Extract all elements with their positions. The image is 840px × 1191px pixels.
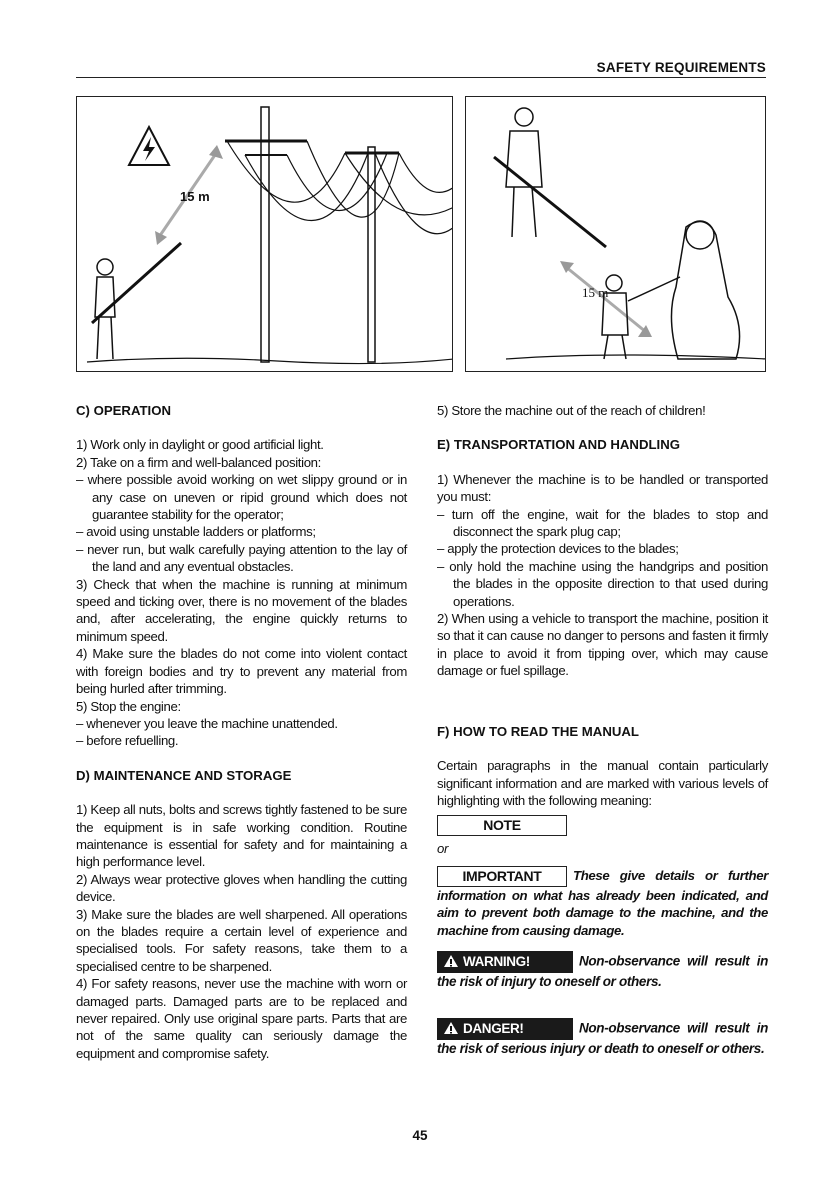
list-item: 3) Check that when the machine is running at minimum speed and ticking over, there is no movement of the blades and, after accelerating, the engine quickly returns to minimum speed. [76, 576, 407, 644]
section-f-heading: F) HOW TO READ THE MANUAL [437, 723, 639, 739]
list-item: – never run, but walk carefully paying attention to the lay of the land and any eventual obstacles. [76, 541, 407, 575]
section-c-heading: C) OPERATION [76, 403, 171, 418]
important-label-box: IMPORTANT [437, 866, 567, 887]
section-e-heading: E) TRANSPORTATION AND HANDLING [437, 437, 680, 453]
danger-label: DANGER! [463, 1021, 524, 1037]
power-lines-drawing [77, 97, 453, 372]
list-item: 2) When using a vehicle to transport the machine, position it so that it can cause no danger to persons and fasten it firmly in place to avoid it from tipping over, which may cause damage or fuel spillage. [437, 611, 768, 679]
list-item: 2) Always wear protective gloves when handling the cutting device. [76, 871, 407, 905]
list-item: 2) Take on a firm and well-balanced position: [76, 454, 321, 470]
list-item: – only hold the machine using the handgrips and position the blades in the opposite direction to that used during operations. [437, 558, 768, 609]
note-label-box: NOTE [437, 815, 567, 836]
bystanders-drawing [466, 97, 766, 372]
bystanders-illustration [465, 96, 766, 372]
page-header [76, 58, 766, 78]
distance-label-left: 15 m [180, 189, 210, 204]
list-item: 5) Stop the engine: [76, 698, 181, 714]
list-item: – before refuelling. [76, 733, 179, 749]
power-lines-illustration [76, 96, 453, 372]
list-item: 4) For safety reasons, never use the machine with worn or damaged parts. Damaged parts are to be replaced and never repaired. Only use original spare parts. Parts that are not of the same quality can seriously damage the equipment and compromise safety. [76, 976, 407, 1061]
important-text: These give details or further information on what has already been indicated, and aim to prevent both damage to the machine, and the machine from causing damage. [437, 867, 768, 938]
warning-text: Non-observance will result in the risk of injury to oneself or others. [437, 953, 768, 989]
warning-label-box [437, 951, 573, 973]
warning-paragraph [437, 951, 768, 990]
list-item: 1) Work only in daylight or good artificial light. [76, 437, 324, 453]
list-item: 4) Make sure the blades do not come into violent contact with foreign bodies and try to prevent any material from being hurled after trimming. [76, 646, 407, 697]
left-column [76, 402, 407, 1062]
list-item: – avoid using unstable ladders or platforms; [76, 524, 316, 540]
or-label: or [437, 841, 449, 857]
danger-text: Non-observance will result in the risk of serious injury or death to oneself or others. [437, 1020, 768, 1057]
list-item: 1) Keep all nuts, bolts and screws tightly fastened to be sure the equipment is in safe working condition. Routine maintenance is essential for safety and for maintaining a high performance level. [76, 802, 407, 870]
warning-triangle-icon [443, 954, 459, 968]
warning-label: WARNING! [463, 953, 530, 969]
list-item: – turn off the engine, wait for the blades to stop and disconnect the spark plug cap; [437, 506, 768, 540]
important-paragraph [437, 866, 768, 939]
header-title: SAFETY REQUIREMENTS [596, 60, 766, 75]
danger-triangle-icon [443, 1021, 459, 1035]
list-item: 3) Make sure the blades are well sharpened. All operations on the blades require a certain level of experience and specialised tools. For safety reasons, take them to a specialised centre to be sharpened. [76, 906, 407, 974]
list-item: – whenever you leave the machine unattended. [76, 715, 338, 731]
danger-paragraph [437, 1018, 768, 1057]
page-number: 45 [412, 1128, 428, 1143]
danger-label-box [437, 1018, 573, 1040]
manual-intro: Certain paragraphs in the manual contain particularly significant information and are marked with various levels of highlighting with the following meaning: [437, 758, 768, 808]
list-item: – apply the protection devices to the blades; [437, 541, 679, 557]
list-item: 1) Whenever the machine is to be handled or transported you must: [437, 471, 768, 505]
right-column [437, 402, 768, 1058]
electric-hazard-icon [129, 127, 169, 165]
distance-label-right: 15 m [582, 285, 609, 300]
section-d-heading: D) MAINTENANCE AND STORAGE [76, 767, 292, 783]
list-item: 5) Store the machine out of the reach of children! [437, 403, 706, 418]
list-item: – where possible avoid working on wet slippy ground or in any case on uneven or ripid ground which does not guarantee stability for the operator; [76, 472, 407, 523]
